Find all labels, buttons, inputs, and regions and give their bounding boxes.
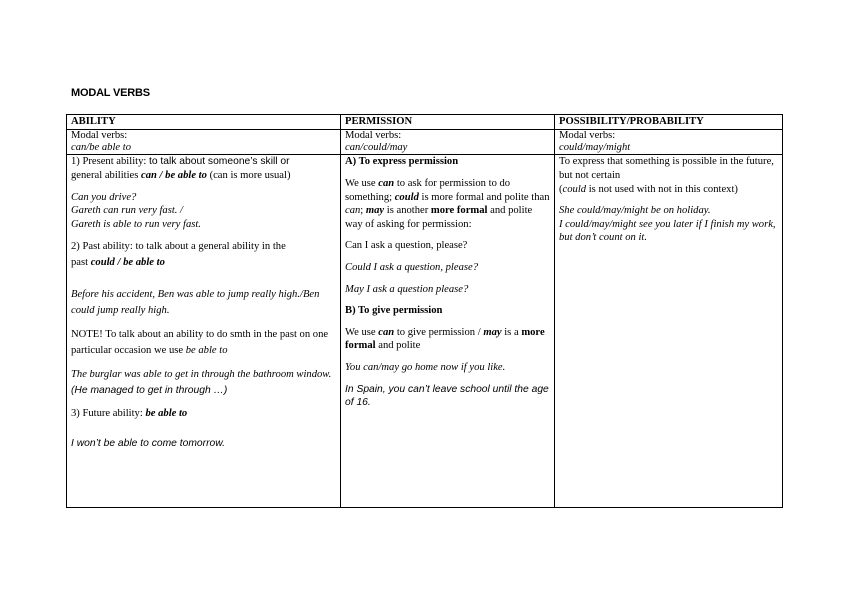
intro-cell-ability	[67, 129, 341, 155]
column-header-permission: PERMISSION	[341, 115, 555, 130]
section-a-text: We use can to ask for permission to do something; could is more formal and polite than can; may is another more formal and polite way of asking for permission:	[345, 178, 550, 230]
intro-cell-possibility	[555, 129, 783, 155]
question-may: May I ask a question please?	[345, 283, 469, 295]
content-cell-ability	[67, 155, 341, 508]
section-b-heading: B) To give permission	[345, 305, 443, 317]
possibility-description: To express that something is possible in the future, but not certain (could is not used with not in this context)	[559, 156, 774, 195]
intro-label: Modal verbs:	[71, 129, 128, 141]
question-can: Can I ask a question, please?	[345, 240, 468, 252]
example-holiday: She could/may/might be on holiday.	[559, 205, 711, 217]
intro-label: Modal verbs:	[345, 129, 402, 141]
document-title: MODAL VERBS	[71, 87, 150, 99]
note: NOTE! To talk about an ability to do smth in the past on one particular occasion we use be able to	[71, 329, 329, 357]
header-row	[67, 115, 783, 130]
intro-label: Modal verbs:	[559, 129, 616, 141]
column-header-ability: ABILITY	[67, 115, 341, 130]
column-header-possibility: POSSIBILITY/PROBABILITY	[555, 115, 783, 130]
modal-verbs-table	[66, 114, 783, 508]
question-could: Could I ask a question, please?	[345, 261, 478, 273]
content-row	[67, 155, 783, 508]
example-spain: In Spain, you can’t leave school until the age of 16.	[345, 383, 549, 409]
present-ability: 1) Present ability: to talk about someone’s skill or general abilities can / be able to (can is more usual)	[71, 156, 291, 181]
intro-verbs: could/may/might	[559, 142, 631, 153]
intro-verbs: can/could/may	[345, 142, 408, 153]
intro-cell-permission	[341, 129, 555, 155]
past-ability: 2) Past ability: to talk about a general ability in the past could / be able to	[71, 241, 286, 269]
example-see-you: I could/may/might see you later if I finish my work, but don’t count on it.	[559, 218, 776, 244]
content-cell-permission	[341, 155, 555, 508]
section-b-text: We use can to give permission / may is a more formal and polite	[345, 326, 545, 352]
present-example: Can you drive? Gareth can run very fast. / Gareth is able to run very fast.	[71, 191, 201, 230]
intro-verbs: can/be able to	[71, 142, 132, 153]
intro-row	[67, 129, 783, 155]
section-a-heading: A) To express permission	[345, 156, 459, 168]
past-example: Before his accident, Ben was able to jump really high./Ben could jump really high.	[71, 289, 320, 317]
content-cell-possibility	[555, 155, 783, 508]
future-ability: 3) Future ability: be able to	[71, 408, 188, 420]
example-go-home: You can/may go home now if you like.	[345, 361, 506, 373]
future-example: I won’t be able to come tomorrow.	[71, 437, 225, 449]
burglar-example: The burglar was able to get in through the bathroom window. (He managed to get in through …)	[71, 369, 332, 397]
